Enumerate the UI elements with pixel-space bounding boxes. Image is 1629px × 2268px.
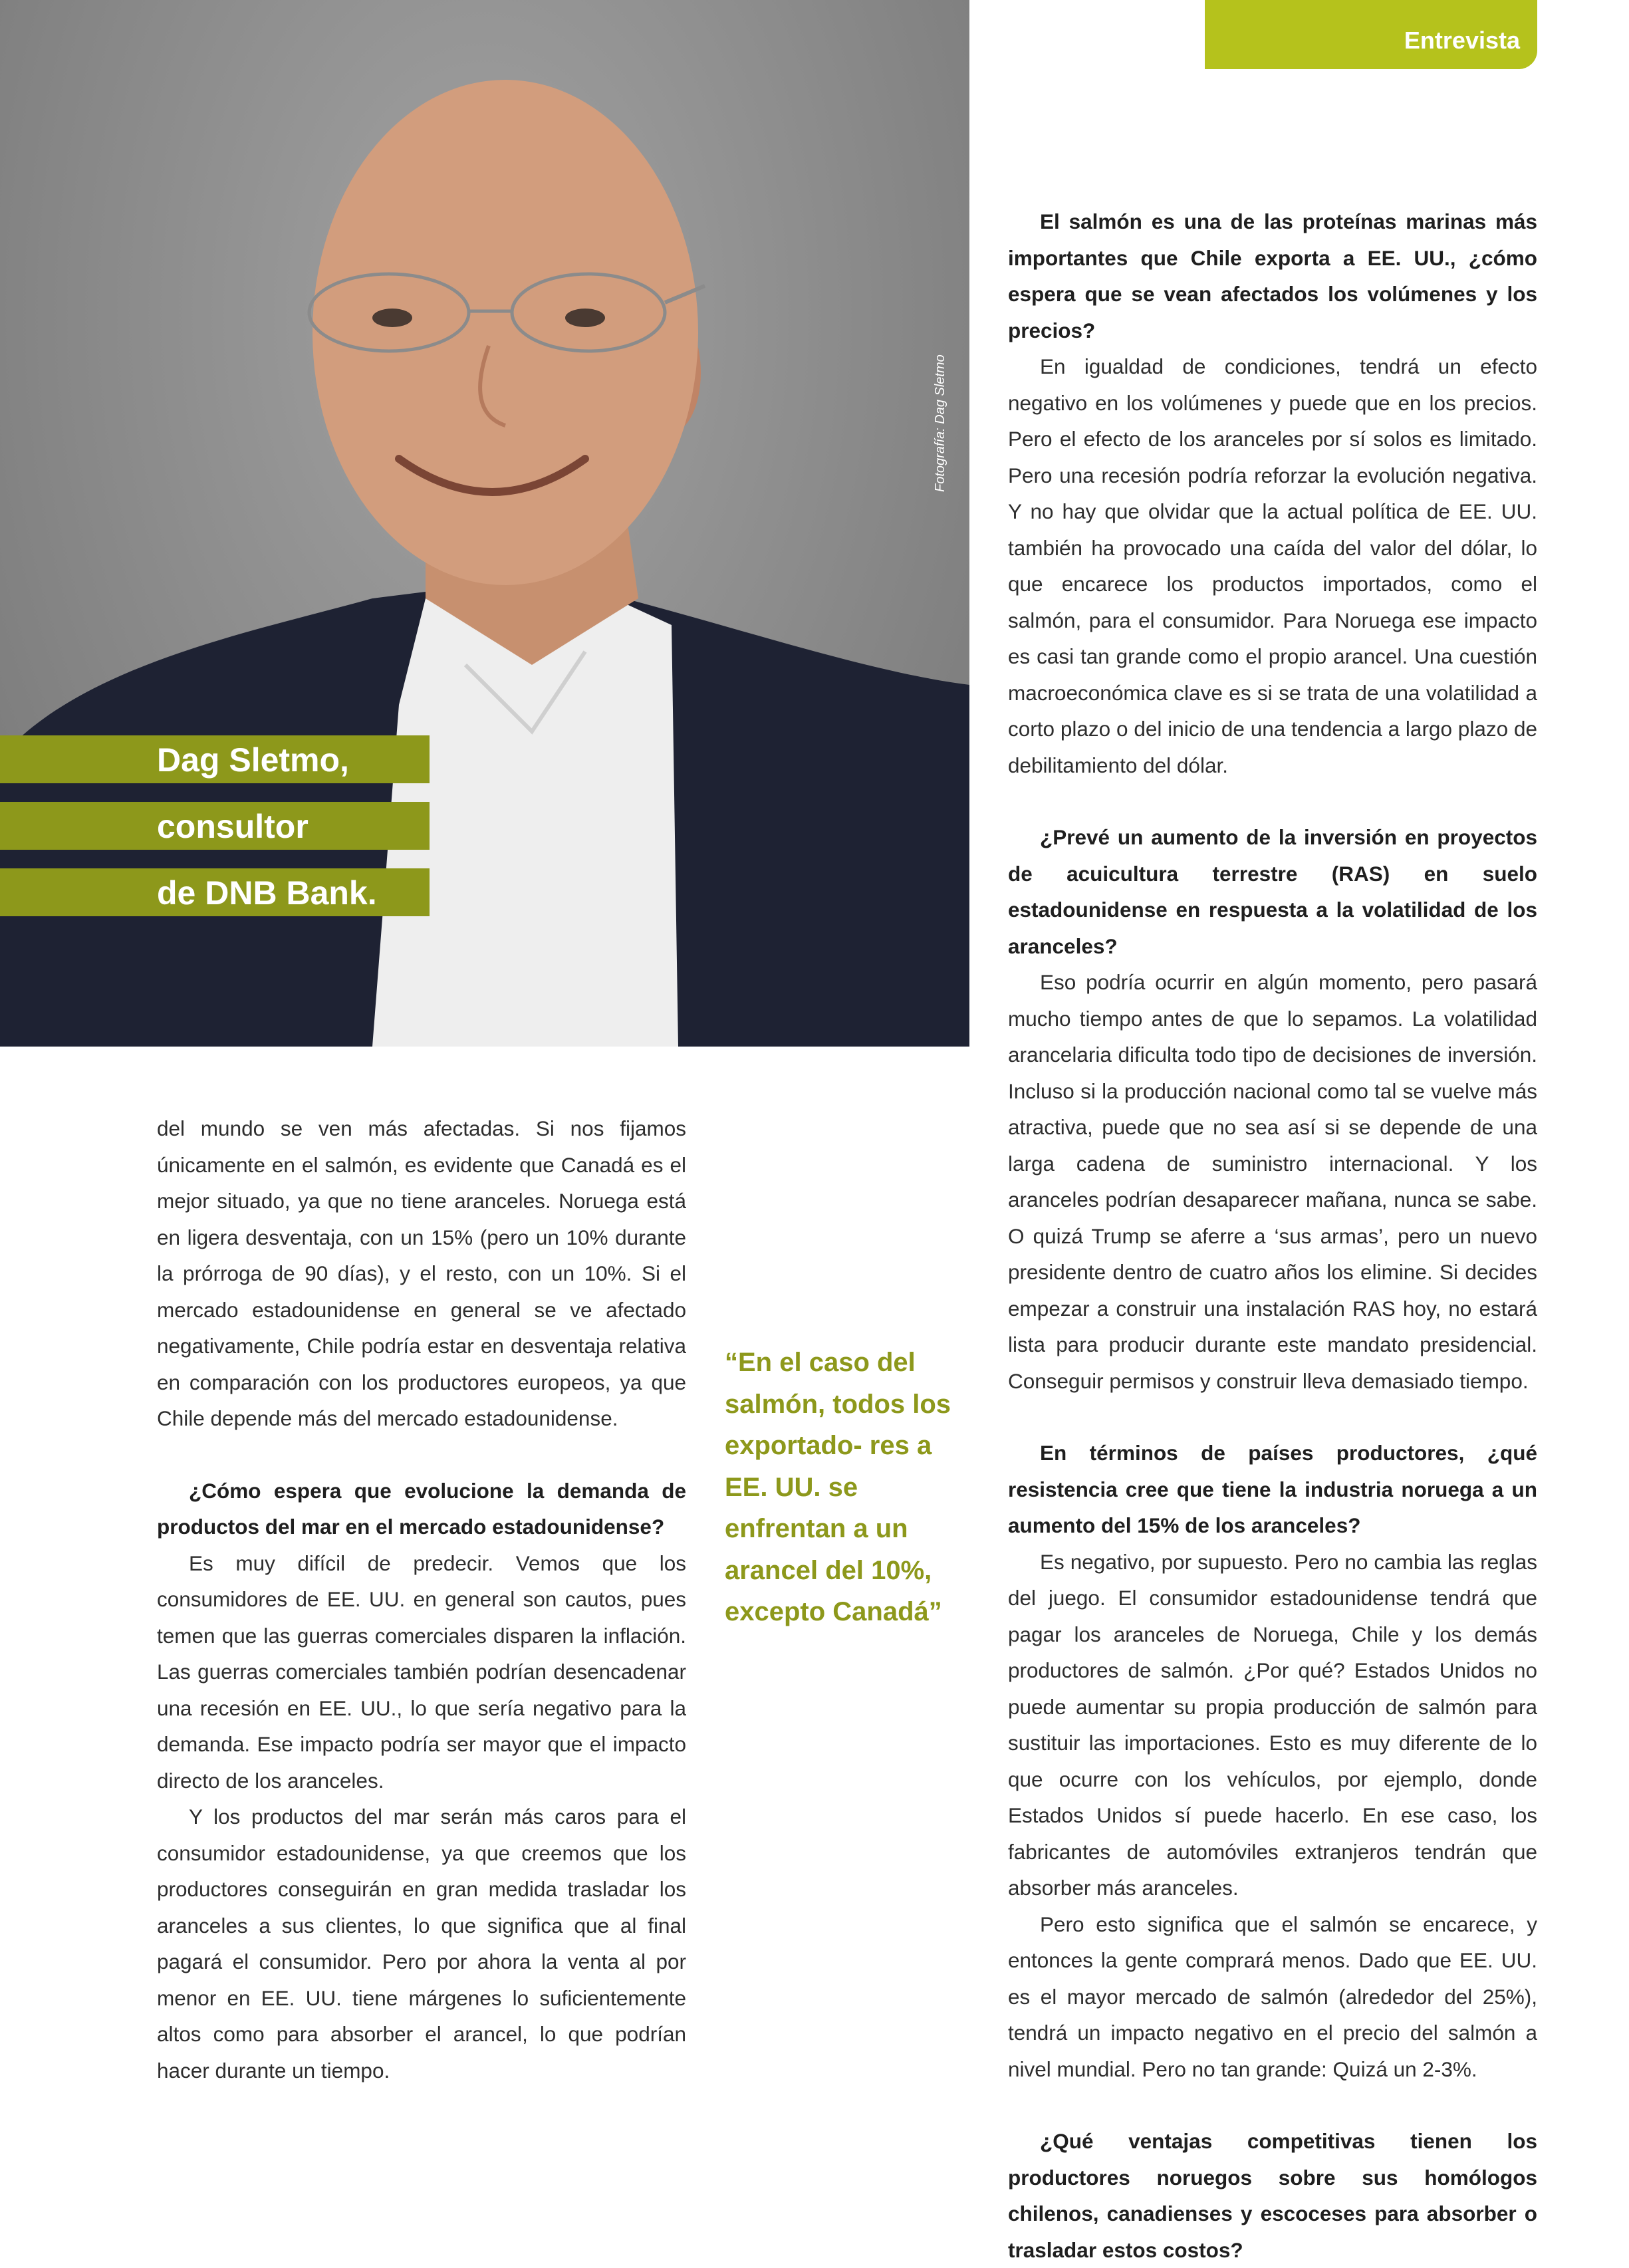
caption-bar-company [0,868,430,916]
paragraph: Eso podría ocurrir en algún momento, pero pasará mucho tiempo antes de que lo sepamos. La volatilidad arancelaria dificulta todo tipo de decisiones de inversión. Incluso si la producción nacional como tal se vuelve más atractiva, puede que no sea así si se depende de una larga cadena de suministro internacional. Y los aranceles podrían desaparecer mañana, nunca se sabe. O quizá Trump se aferre a ‘sus armas’, pero un nuevo presidente dentro de cuatro años los elimine. Si decides empezar a construir una instalación RAS hoy, no estará lista para producir durante este mandato presidencial. Conseguir permisos y construir lleva demasiado tiempo. [1008,970,1537,1393]
caption-name: Dag Sletmo, [157,741,349,779]
caption-company: de DNB Bank. [157,874,377,912]
paragraph: Es negativo, por supuesto. Pero no cambia las reglas del juego. El consumidor estadounidense tendrá que pagar los aranceles de Noruega, Chile y los demás productores de salmón. ¿Por qué? Estados Unidos no puede aumentar su propia producción de salmón para sustituir las importaciones. Esto es muy diferente de lo que ocurre con los vehículos, por ejemplo, donde Estados Unidos sí puede hacerlo. En ese caso, los fabricantes de automóviles extranjeros tendrán que absorber más aranceles. [1008,1549,1537,1900]
pull-quote: “En el caso del salmón, todos los exportado- res a EE. UU. se enfrentan a un arancel del 10%, excepto Canadá” [725,1348,951,1626]
left-column [157,1110,686,2088]
caption-role: consultor [157,808,309,845]
paragraph: Es muy difícil de predecir. Vemos que los consumidores de EE. UU. en general son cautos, pues temen que las guerras comerciales disparen la inflación. Las guerras comerciales también podrían desencadenar una recesión en EE. UU., lo que sería negativo para la demanda. Ese impacto podría ser mayor que el impacto directo de los aranceles. [157,1551,686,1793]
interview-question: ¿Cómo espera que evolucione la demanda de productos del mar en el mercado estadounidense? [157,1478,686,1539]
interview-question: ¿Qué ventajas competitivas tienen los productores noruegos sobre sus homólogos chilenos, canadienses y escoceses para absorber o trasladar estos costos? [1008,2129,1537,2262]
paragraph: Y los productos del mar serán más caros para el consumidor estadounidense, ya que creemos que los productores conseguirán en gran medida trasladar los aranceles a sus clientes, lo que significa que al final pagará el consumidor. Pero por ahora la venta al por menor en EE. UU. tiene márgenes lo suficientemente altos como para absorber el arancel, lo que podrían hacer durante un tiempo. [157,1805,686,2082]
paragraph: En igualdad de condiciones, tendrá un efecto negativo en los volúmenes y puede que en los precios. Pero el efecto de los aranceles por sí solos es limitado. Pero una recesión podría reforzar la evolución negativa. Y no hay que olvidar que la actual política de EE. UU. también ha provocado una caída del valor del dólar, lo que encarece los productos importados, como el salmón, para el consumidor. Para Noruega ese impacto es casi tan grande como el propio arancel. Una cuestión macroeconómica clave es si se trata de una volatilidad a corto plazo o del inicio de una tendencia a largo plazo de debilitamiento del dólar. [1008,354,1537,777]
paragraph: del mundo se ven más afectadas. Si nos fijamos únicamente en el salmón, es evidente que Canadá es el mejor situado, ya que no tiene aranceles. Noruega está en ligera desventaja, con un 15% (pero un 10% durante la prórroga de 90 días), y el resto, con un 10%. Si el mercado estadounidense en general se ve afectado negativamente, Chile podría estar en desventaja relativa en comparación con los productores europeos, ya que Chile depende más del mercado estadounidense. [157,1116,686,1430]
caption-bar-name [0,735,430,783]
interview-question: ¿Prevé un aumento de la inversión en proyectos de acuicultura terrestre (RAS) en suelo estadounidense en respuesta a la volatilidad de los aranceles? [1008,825,1537,958]
right-column [1008,203,1537,2268]
paragraph: Pero esto significa que el salmón se encarece, y entonces la gente comprará menos. Dado que EE. UU. es el mayor mercado de salmón (alrededor del 25%), tendrá un impacto negativo en el precio del salmón a nivel mundial. Pero no tan grande: Quizá un 2-3%. [1008,1912,1537,2081]
section-label: Entrevista [1404,27,1520,54]
interview-question: El salmón es una de las proteínas marinas más importantes que Chile exporta a EE. UU., ¿cómo espera que se vean afectados los volúmenes y los precios? [1008,209,1537,342]
photo-credit: Fotografía: Dag Sletmo [933,354,947,492]
caption-bar-role [0,802,430,850]
interview-question: En términos de países productores, ¿qué resistencia cree que tiene la industria noruega a un aumento del 15% de los aranceles? [1008,1441,1537,1537]
section-tab [1205,0,1537,69]
